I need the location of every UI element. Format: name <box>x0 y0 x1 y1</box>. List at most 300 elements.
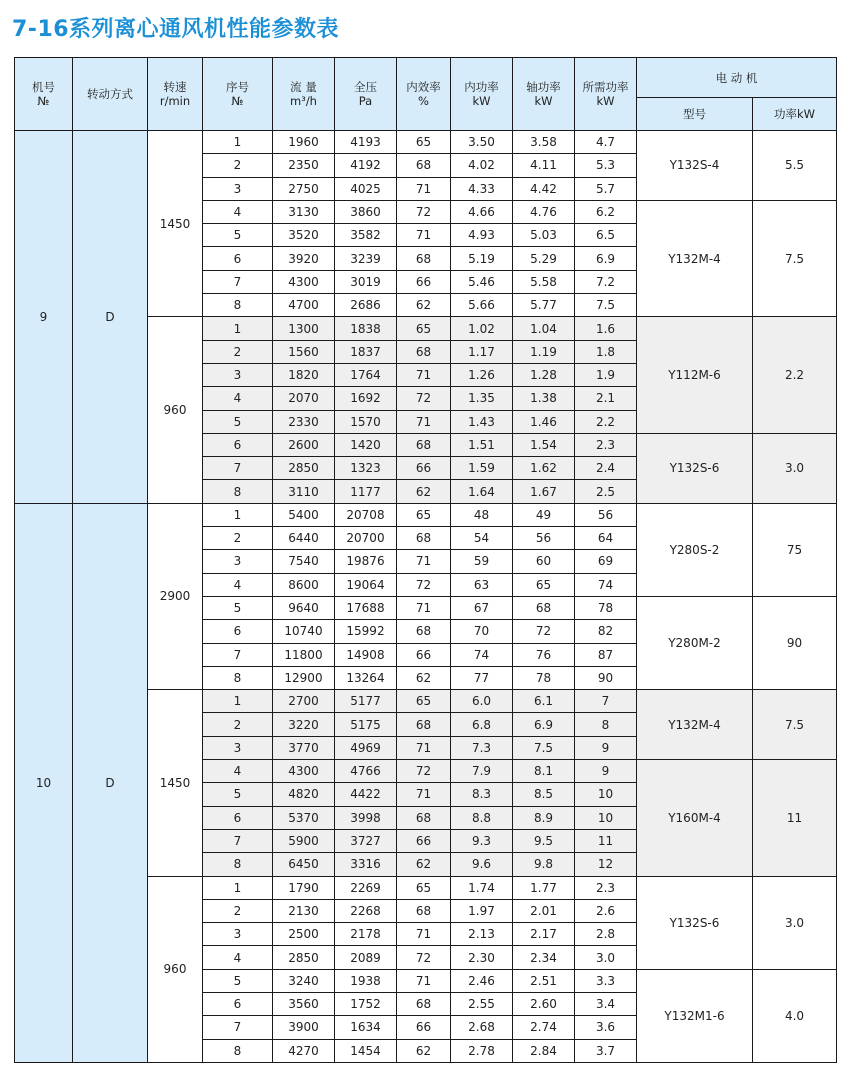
cell-pressure: 3239 <box>335 247 397 270</box>
cell-inner-power: 1.59 <box>451 457 513 480</box>
cell-efficiency: 71 <box>397 969 451 992</box>
cell-pressure: 4766 <box>335 760 397 783</box>
cell-efficiency: 68 <box>397 247 451 270</box>
cell-efficiency: 68 <box>397 340 451 363</box>
cell-pressure: 13264 <box>335 666 397 689</box>
cell-flow: 1820 <box>273 363 335 386</box>
cell-pressure: 1634 <box>335 1016 397 1039</box>
header-shaft-power: 轴功率 kW <box>513 58 575 131</box>
cell-efficiency: 65 <box>397 131 451 154</box>
cell-flow: 3220 <box>273 713 335 736</box>
cell-efficiency: 71 <box>397 177 451 200</box>
cell-flow: 7540 <box>273 550 335 573</box>
cell-pressure: 4025 <box>335 177 397 200</box>
cell-shaft-power: 8.9 <box>513 806 575 829</box>
cell-seq: 5 <box>203 224 273 247</box>
cell-efficiency: 62 <box>397 480 451 503</box>
performance-table-container <box>14 57 836 1063</box>
cell-efficiency: 65 <box>397 503 451 526</box>
cell-inner-power: 9.6 <box>451 853 513 876</box>
cell-required-power: 7 <box>575 690 637 713</box>
cell-speed: 960 <box>148 876 203 1062</box>
cell-inner-power: 70 <box>451 620 513 643</box>
table-row <box>15 503 837 526</box>
cell-flow: 2350 <box>273 154 335 177</box>
cell-shaft-power: 2.51 <box>513 969 575 992</box>
cell-shaft-power: 9.5 <box>513 829 575 852</box>
cell-inner-power: 1.74 <box>451 876 513 899</box>
cell-pressure: 4969 <box>335 736 397 759</box>
cell-efficiency: 62 <box>397 294 451 317</box>
cell-efficiency: 68 <box>397 806 451 829</box>
cell-shaft-power: 2.17 <box>513 923 575 946</box>
header-seq: 序号 № <box>203 58 273 131</box>
cell-shaft-power: 1.62 <box>513 457 575 480</box>
cell-required-power: 74 <box>575 573 637 596</box>
cell-shaft-power: 72 <box>513 620 575 643</box>
cell-flow: 4300 <box>273 760 335 783</box>
cell-shaft-power: 1.77 <box>513 876 575 899</box>
cell-pressure: 3727 <box>335 829 397 852</box>
cell-flow: 9640 <box>273 596 335 619</box>
cell-flow: 2600 <box>273 433 335 456</box>
cell-required-power: 2.6 <box>575 899 637 922</box>
cell-motor-model: Y160M-4 <box>637 760 753 876</box>
cell-required-power: 3.3 <box>575 969 637 992</box>
cell-seq: 2 <box>203 527 273 550</box>
cell-inner-power: 2.68 <box>451 1016 513 1039</box>
cell-pressure: 1323 <box>335 457 397 480</box>
cell-required-power: 3.7 <box>575 1039 637 1062</box>
header-required-power: 所需功率 kW <box>575 58 637 131</box>
cell-seq: 2 <box>203 899 273 922</box>
cell-required-power: 7.5 <box>575 294 637 317</box>
cell-shaft-power: 1.04 <box>513 317 575 340</box>
cell-motor-model: Y132S-4 <box>637 131 753 201</box>
cell-required-power: 7.2 <box>575 270 637 293</box>
cell-seq: 3 <box>203 736 273 759</box>
cell-required-power: 78 <box>575 596 637 619</box>
cell-flow: 4820 <box>273 783 335 806</box>
cell-shaft-power: 49 <box>513 503 575 526</box>
header-speed: 转速 r/min <box>148 58 203 131</box>
cell-seq: 7 <box>203 643 273 666</box>
cell-flow: 2070 <box>273 387 335 410</box>
cell-required-power: 69 <box>575 550 637 573</box>
cell-seq: 8 <box>203 480 273 503</box>
cell-seq: 6 <box>203 806 273 829</box>
cell-pressure: 5177 <box>335 690 397 713</box>
cell-seq: 3 <box>203 177 273 200</box>
cell-efficiency: 71 <box>397 550 451 573</box>
cell-inner-power: 54 <box>451 527 513 550</box>
cell-drive: D <box>73 131 148 504</box>
cell-inner-power: 1.97 <box>451 899 513 922</box>
cell-shaft-power: 4.76 <box>513 200 575 223</box>
cell-speed: 1450 <box>148 131 203 317</box>
cell-seq: 1 <box>203 317 273 340</box>
cell-required-power: 5.7 <box>575 177 637 200</box>
cell-seq: 2 <box>203 154 273 177</box>
cell-required-power: 3.6 <box>575 1016 637 1039</box>
cell-required-power: 2.3 <box>575 433 637 456</box>
cell-pressure: 3998 <box>335 806 397 829</box>
cell-flow: 3900 <box>273 1016 335 1039</box>
cell-pressure: 19876 <box>335 550 397 573</box>
cell-efficiency: 71 <box>397 783 451 806</box>
cell-shaft-power: 3.58 <box>513 131 575 154</box>
cell-shaft-power: 4.42 <box>513 177 575 200</box>
cell-efficiency: 65 <box>397 317 451 340</box>
cell-flow: 8600 <box>273 573 335 596</box>
cell-inner-power: 2.55 <box>451 992 513 1015</box>
cell-required-power: 3.0 <box>575 946 637 969</box>
cell-required-power: 9 <box>575 760 637 783</box>
cell-motor-power: 11 <box>753 760 837 876</box>
cell-inner-power: 2.78 <box>451 1039 513 1062</box>
cell-inner-power: 1.64 <box>451 480 513 503</box>
cell-efficiency: 71 <box>397 363 451 386</box>
cell-required-power: 11 <box>575 829 637 852</box>
cell-inner-power: 8.8 <box>451 806 513 829</box>
cell-shaft-power: 1.19 <box>513 340 575 363</box>
cell-shaft-power: 2.74 <box>513 1016 575 1039</box>
cell-inner-power: 7.9 <box>451 760 513 783</box>
cell-inner-power: 67 <box>451 596 513 619</box>
cell-motor-power: 3.0 <box>753 433 837 503</box>
cell-shaft-power: 5.29 <box>513 247 575 270</box>
cell-motor-model: Y132S-6 <box>637 433 753 503</box>
cell-required-power: 56 <box>575 503 637 526</box>
cell-flow: 1790 <box>273 876 335 899</box>
cell-inner-power: 1.35 <box>451 387 513 410</box>
cell-pressure: 20708 <box>335 503 397 526</box>
cell-efficiency: 66 <box>397 1016 451 1039</box>
cell-seq: 6 <box>203 992 273 1015</box>
table-body <box>15 131 837 1063</box>
cell-flow: 3560 <box>273 992 335 1015</box>
cell-shaft-power: 2.34 <box>513 946 575 969</box>
cell-required-power: 4.7 <box>575 131 637 154</box>
cell-required-power: 64 <box>575 527 637 550</box>
cell-efficiency: 71 <box>397 596 451 619</box>
cell-shaft-power: 6.9 <box>513 713 575 736</box>
cell-seq: 4 <box>203 760 273 783</box>
cell-seq: 1 <box>203 876 273 899</box>
cell-pressure: 2686 <box>335 294 397 317</box>
cell-flow: 6450 <box>273 853 335 876</box>
cell-flow: 2850 <box>273 946 335 969</box>
header-pressure: 全压 Pa <box>335 58 397 131</box>
cell-efficiency: 66 <box>397 643 451 666</box>
cell-motor-power: 7.5 <box>753 200 837 316</box>
cell-efficiency: 68 <box>397 527 451 550</box>
cell-flow: 12900 <box>273 666 335 689</box>
cell-inner-power: 1.02 <box>451 317 513 340</box>
cell-seq: 1 <box>203 503 273 526</box>
cell-flow: 3130 <box>273 200 335 223</box>
cell-flow: 3240 <box>273 969 335 992</box>
table-header <box>15 58 837 131</box>
cell-seq: 7 <box>203 829 273 852</box>
cell-required-power: 6.9 <box>575 247 637 270</box>
cell-flow: 3770 <box>273 736 335 759</box>
cell-required-power: 2.2 <box>575 410 637 433</box>
header-efficiency: 内效率 % <box>397 58 451 131</box>
cell-shaft-power: 1.67 <box>513 480 575 503</box>
cell-inner-power: 1.51 <box>451 433 513 456</box>
cell-efficiency: 71 <box>397 923 451 946</box>
cell-seq: 8 <box>203 853 273 876</box>
header-motor: 电 动 机 <box>637 58 837 98</box>
cell-pressure: 1837 <box>335 340 397 363</box>
cell-inner-power: 1.26 <box>451 363 513 386</box>
cell-seq: 4 <box>203 573 273 596</box>
cell-shaft-power: 4.11 <box>513 154 575 177</box>
page-title: 7-16系列离心通风机性能参数表 <box>12 17 340 42</box>
cell-seq: 8 <box>203 666 273 689</box>
cell-required-power: 10 <box>575 783 637 806</box>
cell-seq: 6 <box>203 433 273 456</box>
cell-seq: 5 <box>203 596 273 619</box>
cell-inner-power: 77 <box>451 666 513 689</box>
cell-shaft-power: 5.03 <box>513 224 575 247</box>
cell-efficiency: 71 <box>397 410 451 433</box>
cell-required-power: 5.3 <box>575 154 637 177</box>
cell-flow: 5400 <box>273 503 335 526</box>
cell-required-power: 2.1 <box>575 387 637 410</box>
cell-inner-power: 74 <box>451 643 513 666</box>
cell-pressure: 1764 <box>335 363 397 386</box>
cell-motor-power: 75 <box>753 503 837 596</box>
cell-inner-power: 8.3 <box>451 783 513 806</box>
cell-efficiency: 65 <box>397 876 451 899</box>
cell-required-power: 2.4 <box>575 457 637 480</box>
cell-pressure: 3019 <box>335 270 397 293</box>
cell-pressure: 4192 <box>335 154 397 177</box>
table-row <box>15 131 837 154</box>
cell-motor-model: Y132M-4 <box>637 690 753 760</box>
cell-flow: 3110 <box>273 480 335 503</box>
cell-required-power: 1.6 <box>575 317 637 340</box>
cell-machine-no: 9 <box>15 131 73 504</box>
cell-motor-model: Y132M-4 <box>637 200 753 316</box>
cell-shaft-power: 1.28 <box>513 363 575 386</box>
cell-seq: 6 <box>203 620 273 643</box>
cell-required-power: 82 <box>575 620 637 643</box>
cell-flow: 2330 <box>273 410 335 433</box>
cell-seq: 8 <box>203 294 273 317</box>
header-drive: 转动方式 <box>73 58 148 131</box>
cell-pressure: 1570 <box>335 410 397 433</box>
cell-efficiency: 72 <box>397 573 451 596</box>
cell-inner-power: 4.93 <box>451 224 513 247</box>
cell-flow: 2750 <box>273 177 335 200</box>
cell-inner-power: 4.66 <box>451 200 513 223</box>
cell-seq: 2 <box>203 340 273 363</box>
cell-seq: 7 <box>203 270 273 293</box>
cell-efficiency: 71 <box>397 736 451 759</box>
cell-inner-power: 6.0 <box>451 690 513 713</box>
cell-seq: 7 <box>203 1016 273 1039</box>
cell-inner-power: 3.50 <box>451 131 513 154</box>
cell-pressure: 15992 <box>335 620 397 643</box>
cell-efficiency: 72 <box>397 760 451 783</box>
cell-inner-power: 6.8 <box>451 713 513 736</box>
cell-shaft-power: 56 <box>513 527 575 550</box>
cell-motor-power: 2.2 <box>753 317 837 433</box>
cell-efficiency: 71 <box>397 224 451 247</box>
cell-seq: 4 <box>203 200 273 223</box>
cell-seq: 6 <box>203 247 273 270</box>
cell-pressure: 2269 <box>335 876 397 899</box>
cell-motor-model: Y132S-6 <box>637 876 753 969</box>
cell-efficiency: 65 <box>397 690 451 713</box>
cell-inner-power: 63 <box>451 573 513 596</box>
cell-efficiency: 66 <box>397 457 451 480</box>
cell-required-power: 87 <box>575 643 637 666</box>
cell-shaft-power: 65 <box>513 573 575 596</box>
cell-pressure: 17688 <box>335 596 397 619</box>
cell-required-power: 10 <box>575 806 637 829</box>
cell-inner-power: 4.02 <box>451 154 513 177</box>
cell-pressure: 1938 <box>335 969 397 992</box>
cell-flow: 1960 <box>273 131 335 154</box>
cell-efficiency: 72 <box>397 200 451 223</box>
cell-inner-power: 1.43 <box>451 410 513 433</box>
cell-efficiency: 62 <box>397 1039 451 1062</box>
cell-required-power: 12 <box>575 853 637 876</box>
cell-shaft-power: 76 <box>513 643 575 666</box>
cell-motor-power: 90 <box>753 596 837 689</box>
cell-pressure: 3582 <box>335 224 397 247</box>
cell-shaft-power: 6.1 <box>513 690 575 713</box>
cell-flow: 2130 <box>273 899 335 922</box>
cell-required-power: 9 <box>575 736 637 759</box>
cell-required-power: 90 <box>575 666 637 689</box>
cell-required-power: 2.3 <box>575 876 637 899</box>
cell-efficiency: 72 <box>397 946 451 969</box>
cell-flow: 4270 <box>273 1039 335 1062</box>
cell-flow: 4700 <box>273 294 335 317</box>
cell-flow: 3520 <box>273 224 335 247</box>
cell-pressure: 2178 <box>335 923 397 946</box>
cell-flow: 5900 <box>273 829 335 852</box>
cell-inner-power: 7.3 <box>451 736 513 759</box>
cell-seq: 5 <box>203 969 273 992</box>
cell-flow: 6440 <box>273 527 335 550</box>
cell-shaft-power: 1.54 <box>513 433 575 456</box>
cell-inner-power: 1.17 <box>451 340 513 363</box>
cell-flow: 11800 <box>273 643 335 666</box>
cell-pressure: 1692 <box>335 387 397 410</box>
cell-required-power: 8 <box>575 713 637 736</box>
cell-seq: 5 <box>203 410 273 433</box>
cell-pressure: 2268 <box>335 899 397 922</box>
cell-speed: 960 <box>148 317 203 503</box>
header-motor-power: 功率kW <box>753 98 837 131</box>
cell-pressure: 1177 <box>335 480 397 503</box>
cell-motor-model: Y112M-6 <box>637 317 753 433</box>
cell-shaft-power: 78 <box>513 666 575 689</box>
cell-inner-power: 9.3 <box>451 829 513 852</box>
cell-shaft-power: 5.77 <box>513 294 575 317</box>
cell-flow: 2850 <box>273 457 335 480</box>
cell-required-power: 6.5 <box>575 224 637 247</box>
cell-efficiency: 62 <box>397 853 451 876</box>
cell-inner-power: 5.46 <box>451 270 513 293</box>
cell-required-power: 1.9 <box>575 363 637 386</box>
header-flow: 流 量 m³/h <box>273 58 335 131</box>
cell-shaft-power: 68 <box>513 596 575 619</box>
cell-efficiency: 68 <box>397 620 451 643</box>
cell-pressure: 1752 <box>335 992 397 1015</box>
cell-shaft-power: 1.38 <box>513 387 575 410</box>
cell-required-power: 6.2 <box>575 200 637 223</box>
cell-flow: 1560 <box>273 340 335 363</box>
cell-drive: D <box>73 503 148 1062</box>
cell-efficiency: 68 <box>397 992 451 1015</box>
cell-shaft-power: 2.84 <box>513 1039 575 1062</box>
header-machine-no: 机号 № <box>15 58 73 131</box>
cell-flow: 2700 <box>273 690 335 713</box>
cell-shaft-power: 8.1 <box>513 760 575 783</box>
header-inner-power: 内功率 kW <box>451 58 513 131</box>
cell-efficiency: 66 <box>397 270 451 293</box>
cell-machine-no: 10 <box>15 503 73 1062</box>
header-motor-model: 型号 <box>637 98 753 131</box>
cell-speed: 1450 <box>148 690 203 876</box>
cell-motor-power: 4.0 <box>753 969 837 1062</box>
cell-pressure: 1454 <box>335 1039 397 1062</box>
cell-shaft-power: 1.46 <box>513 410 575 433</box>
cell-inner-power: 5.19 <box>451 247 513 270</box>
cell-inner-power: 48 <box>451 503 513 526</box>
cell-efficiency: 68 <box>397 154 451 177</box>
cell-flow: 10740 <box>273 620 335 643</box>
cell-pressure: 3860 <box>335 200 397 223</box>
cell-pressure: 19064 <box>335 573 397 596</box>
cell-pressure: 20700 <box>335 527 397 550</box>
cell-efficiency: 68 <box>397 433 451 456</box>
cell-motor-power: 3.0 <box>753 876 837 969</box>
cell-speed: 2900 <box>148 503 203 689</box>
cell-seq: 4 <box>203 387 273 410</box>
cell-seq: 3 <box>203 363 273 386</box>
cell-seq: 3 <box>203 550 273 573</box>
cell-flow: 4300 <box>273 270 335 293</box>
cell-seq: 8 <box>203 1039 273 1062</box>
cell-inner-power: 4.33 <box>451 177 513 200</box>
cell-seq: 4 <box>203 946 273 969</box>
cell-inner-power: 5.66 <box>451 294 513 317</box>
cell-shaft-power: 5.58 <box>513 270 575 293</box>
cell-pressure: 14908 <box>335 643 397 666</box>
cell-seq: 3 <box>203 923 273 946</box>
cell-pressure: 1420 <box>335 433 397 456</box>
cell-flow: 1300 <box>273 317 335 340</box>
cell-inner-power: 2.30 <box>451 946 513 969</box>
cell-seq: 2 <box>203 713 273 736</box>
cell-motor-power: 5.5 <box>753 131 837 201</box>
cell-pressure: 3316 <box>335 853 397 876</box>
cell-flow: 5370 <box>273 806 335 829</box>
cell-motor-model: Y132M1-6 <box>637 969 753 1062</box>
cell-efficiency: 68 <box>397 899 451 922</box>
cell-shaft-power: 60 <box>513 550 575 573</box>
fan-performance-table <box>14 57 837 1063</box>
cell-flow: 3920 <box>273 247 335 270</box>
